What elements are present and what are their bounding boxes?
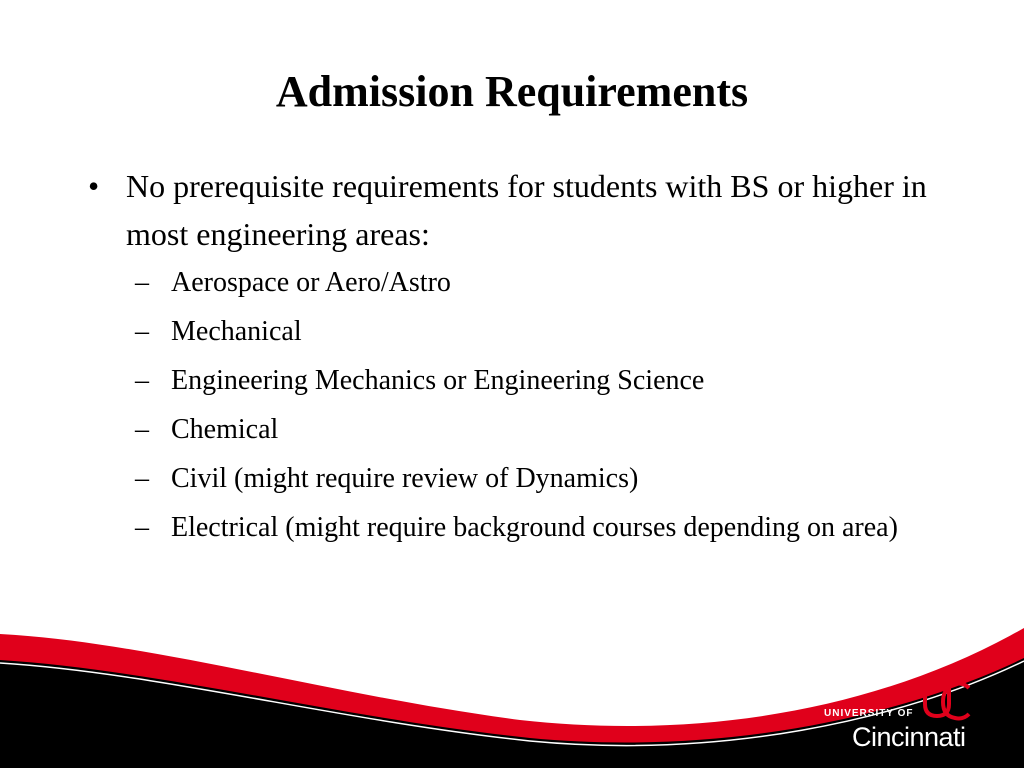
main-bullet — [88, 162, 958, 258]
bullet-text: No prerequisite requirements for students with BS or higher in most engineering areas: — [126, 168, 927, 252]
university-of-cincinnati-logo — [824, 678, 994, 758]
dash-marker: – — [135, 365, 149, 396]
dash-marker: – — [135, 316, 149, 347]
sub-bullet-item — [135, 459, 955, 499]
uc-monogram-icon — [919, 678, 975, 722]
sub-bullet-text: Engineering Mechanics or Engineering Science — [171, 365, 705, 396]
dash-marker: – — [135, 267, 149, 298]
bullet-marker: • — [88, 168, 100, 204]
sub-bullet-item — [135, 361, 955, 401]
sub-bullet-item — [135, 263, 955, 303]
logo-university-of: UNIVERSITY OF — [824, 708, 914, 719]
sub-bullet-text: Chemical — [171, 414, 279, 445]
sub-bullet-text: Civil (might require review of Dynamics) — [171, 463, 639, 494]
slide-title: Admission Requirements — [275, 67, 749, 116]
sub-bullet-text: Aerospace or Aero/Astro — [171, 267, 451, 298]
dash-marker: – — [135, 463, 149, 494]
sub-bullet-list — [135, 263, 955, 557]
logo-cincinnati: Cincinnati — [852, 722, 966, 752]
sub-bullet-text: Electrical (might require background courses depending on area) — [171, 512, 898, 543]
dash-marker: – — [135, 414, 149, 445]
sub-bullet-item — [135, 410, 955, 450]
sub-bullet-item — [135, 312, 955, 352]
dash-marker: – — [135, 512, 149, 543]
sub-bullet-item — [135, 508, 955, 548]
sub-bullet-text: Mechanical — [171, 316, 302, 347]
